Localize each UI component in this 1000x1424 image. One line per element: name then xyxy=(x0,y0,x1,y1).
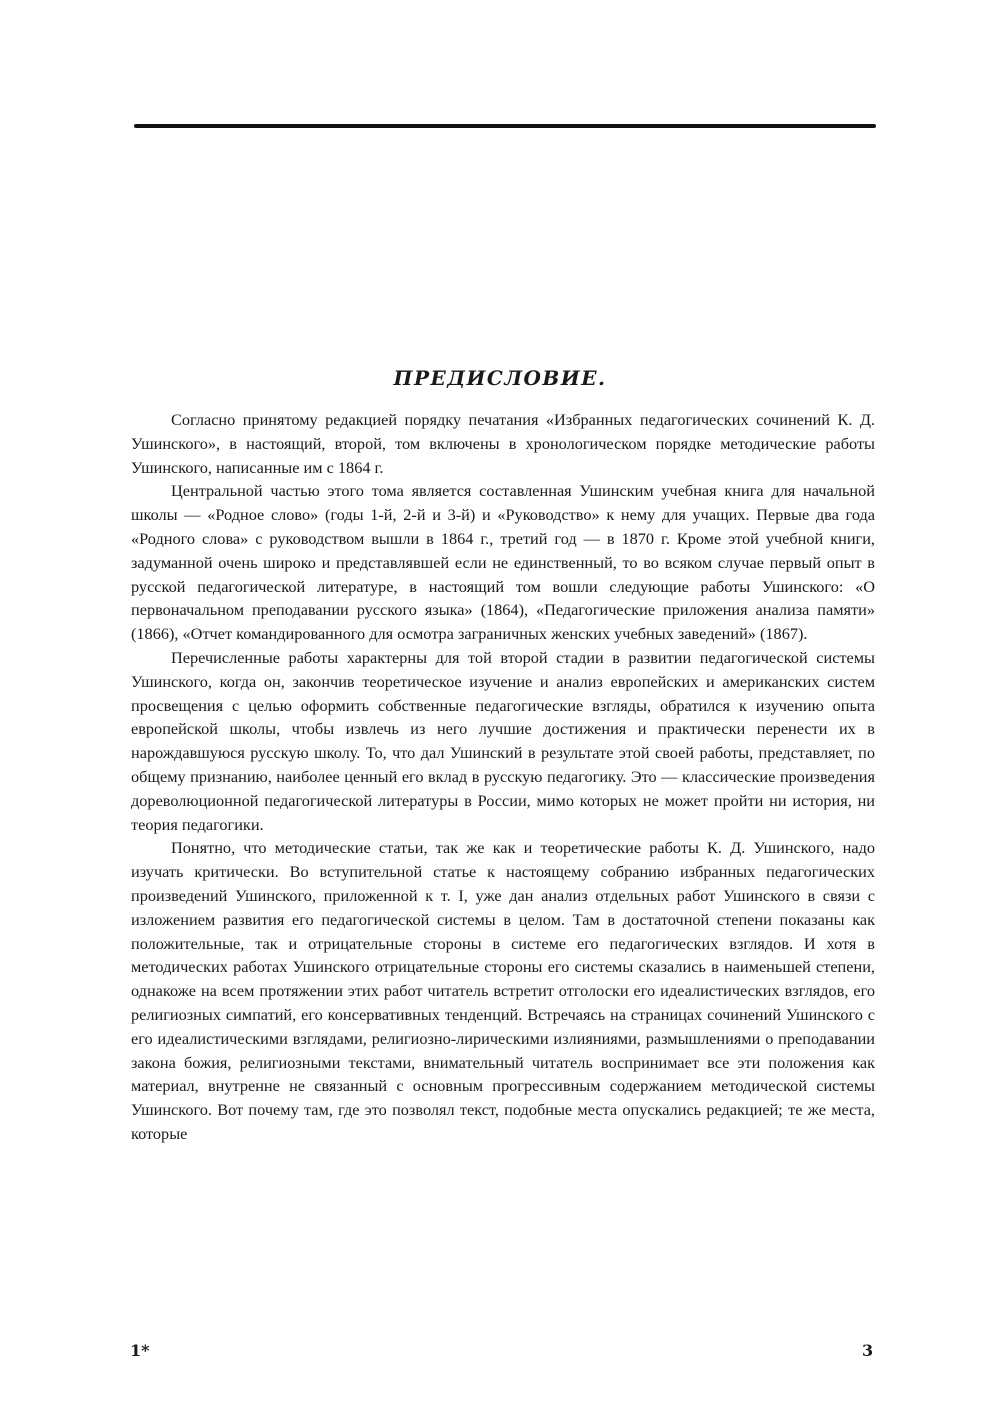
page-number: 3 xyxy=(862,1341,874,1360)
paragraph: Центральной частью этого тома является составленная Ушинским учебная книга для начальной школы — «Родное слово» (годы 1-й, 2-й и 3-й) и «Руководство» к нему для учащих. Первые два года «Родного слова» с руководством вышли в 1864 г., третий год — в 1870 г. Кроме этой учебной книги, задуманной очень широко и представлявшей если не единственный, то во всяком случае первый опыт в русской педагогической литературе, в настоящий том вошли следующие работы Ушинского: «О первоначальном преподавании русского языка» (1864), «Педагогические приложения анализа памяти» (1866), «Отчет командированного для осмотра заграничных женских учебных заведений» (1867). xyxy=(131,481,875,644)
top-rule xyxy=(134,124,876,128)
page-title: ПРЕДИСЛОВИЕ. xyxy=(393,366,607,390)
paragraph: Согласно принятому редакцией порядку печатания «Избранных педагогических сочинений К. Д. Ушинского», в настоящий, второй, том включены в хронологическом порядке методические работы Ушинского, написанные им с 1864 г. xyxy=(131,410,875,477)
paragraph: Перечисленные работы характерны для той второй стадии в развитии педагогической системы Ушинского, когда он, закончив теоретическое изучение и анализ европейских и американских систем просвещения с целью оформить собственные педагогические взгляды, обратился к изучению опыта европейской школы, чтобы извлечь из него лучшие достижения и практически перенести их в нарождавшуюся русскую школу. То, что дал Ушинский в результате этой своей работы, представляет, по общему признанию, наиболее ценный его вклад в русскую педагогику. Это — классические произведения дореволюционной педагогической литературы в России, мимо которых не может пройти ни история, ни теория педагогики. xyxy=(131,647,875,834)
paragraph: Понятно, что методические статьи, так же как и теоретические работы К. Д. Ушинского, надо изучать критически. Во вступительной статье к настоящему собранию избранных педагогических произведений Ушинского, приложенной к т. I, уже дан анализ отдельных работ Ушинского в связи с изложением развития его педагогической системы в целом. Там в достаточной степени показаны как положительные, так и отрицательные стороны в системе его педагогических взглядов. И хотя в методических работах Ушинского отрицательные стороны его системы сказались в наименьшей степени, однакоже на всем протяжении этих работ читатель встретит отголоски его идеалистических взглядов, его религиозных симпатий, его консервативных тенденций. Встречаясь на страницах сочинений Ушинского с его идеалистическими взглядами, религиозно-лирическими излияниями, размышлениями о преподавании закона божия, религиозными текстами, внимательный читатель воспринимает все эти положения как материал, внутренне не связанный с основным прогрессивным содержанием методической системы Ушинского. Вот почему там, где это позволял текст, подобные места опускались редакцией; те же места, которые xyxy=(131,838,875,1143)
signature-mark: 1* xyxy=(130,1341,150,1360)
preface-text xyxy=(131,408,875,1146)
